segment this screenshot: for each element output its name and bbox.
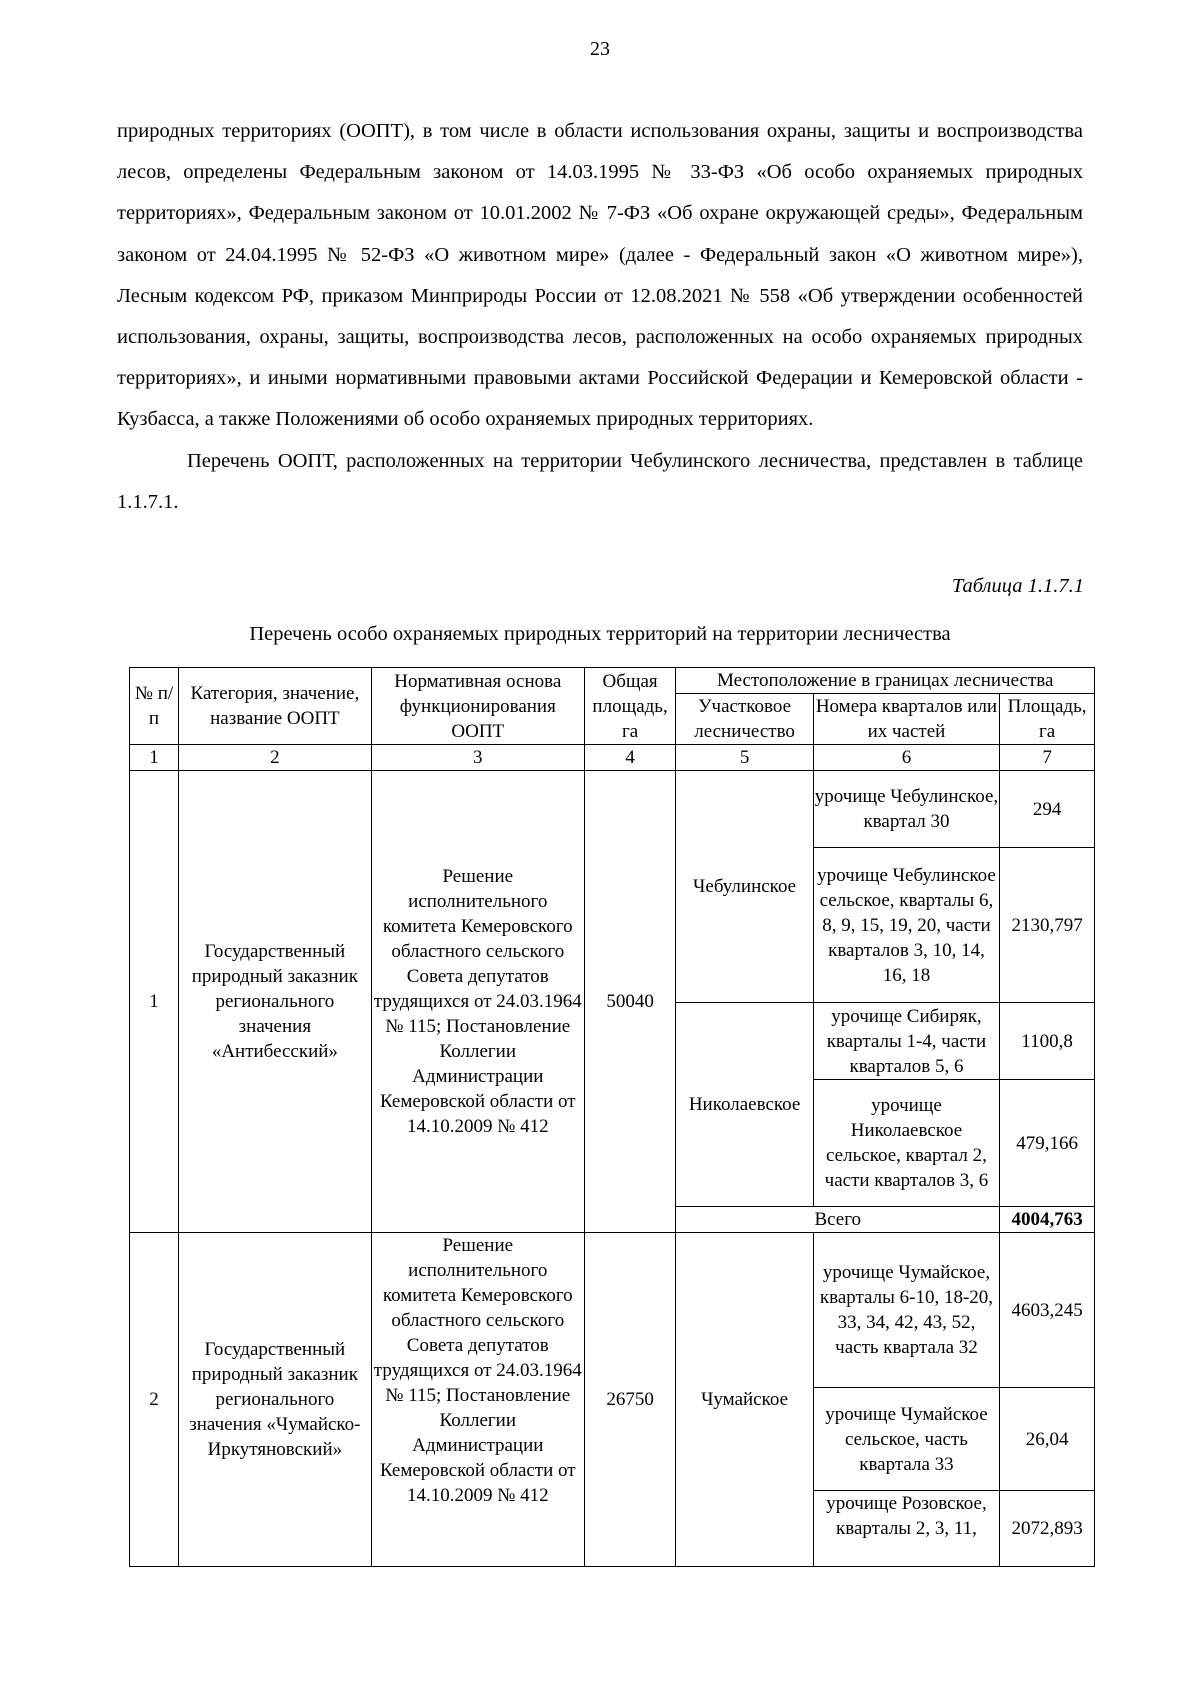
row-sub-area: 2072,893 (1000, 1491, 1095, 1567)
row-category: Государственный природный заказник регионального значения «Чумайско-Иркутяновский» (178, 1233, 371, 1567)
header-num: № п/п (130, 668, 179, 745)
table-title: Перечень особо охраняемых природных территорий на территории лесничества (249, 623, 951, 645)
header-district: Участковое лесничество (676, 694, 813, 745)
col-number: 1 (130, 745, 179, 771)
row-basis: Решение исполнительного комитета Кемеровского областного сельского Совета депутатов трудящихся от 24.03.1964 № 115; Постановление Коллегии Администрации Кемеровской области от 14.10.2009 № 412 (371, 1233, 584, 1567)
header-basis: Нормативная основа функционирования ООПТ (371, 668, 584, 745)
row-quarters: урочище Чумайское, кварталы 6-10, 18-20, 33, 34, 42, 43, 52, часть квартала 32 (813, 1233, 999, 1388)
total-value: 4004,763 (1000, 1207, 1095, 1233)
col-number: 3 (371, 745, 584, 771)
total-label: Всего (676, 1207, 1000, 1233)
row-category: Государственный природный заказник регионального значения «Антибесский» (178, 771, 371, 1233)
row-district: Чебулинское (676, 771, 813, 1003)
header-quarters: Номера кварталов или их частей (813, 694, 999, 745)
row-quarters: урочище Чумайское сельское, часть квартала 33 (813, 1388, 999, 1491)
body-text (117, 111, 1083, 523)
col-number: 2 (178, 745, 371, 771)
row-quarters: урочище Николаевское сельское, квартал 2, части кварталов 3, 6 (813, 1080, 999, 1207)
row-district: Николаевское (676, 1003, 813, 1207)
page-number: 23 (590, 38, 610, 60)
row-sub-area: 1100,8 (1000, 1003, 1095, 1080)
col-number: 6 (813, 745, 999, 771)
header-location: Местоположение в границах лесничества (676, 668, 1095, 694)
row-sub-area: 479,166 (1000, 1080, 1095, 1207)
row-num: 1 (130, 771, 179, 1233)
header-category: Категория, значение, название ООПТ (178, 668, 371, 745)
row-quarters: урочище Розовское, кварталы 2, 3, 11, (813, 1491, 999, 1567)
row-district: Чумайское (676, 1233, 813, 1567)
table-label: Таблица 1.1.7.1 (951, 575, 1084, 597)
row-sub-area: 26,04 (1000, 1388, 1095, 1491)
header-sub-area: Площадь, га (1000, 694, 1095, 745)
col-number: 7 (1000, 745, 1095, 771)
row-quarters: урочище Чебулинское сельское, кварталы 6, 8, 9, 15, 19, 20, части кварталов 3, 10, 14, 16, 18 (813, 848, 999, 1003)
row-basis: Решение исполнительного комитета Кемеровского областного сельского Совета депутатов трудящихся от 24.03.1964 № 115; Постановление Коллегии Администрации Кемеровской области от 14.10.2009 № 412 (371, 771, 584, 1233)
row-num: 2 (130, 1233, 179, 1567)
row-sub-area: 294 (1000, 771, 1095, 848)
paragraph: Перечень ООПТ, расположенных на территории Чебулинского лесничества, представлен в таблице 1.1.7.1. (117, 449, 1083, 513)
row-sub-area: 4603,245 (1000, 1233, 1095, 1388)
paragraph: природных территориях (ООПТ), в том числе в области использования охраны, защиты и воспроизводства лесов, определены Федеральным законом от 14.03.1995 № 33-ФЗ «Об особо охраняемых природных территориях», Федеральным законом от 10.01.2002 № 7-ФЗ «Об охране окружающей среды», Федеральным законом от 24.04.1995 № 52-ФЗ «О животном мире» (далее - Федеральный закон «О животном мире»), Лесным кодексом РФ, приказом Минприроды России от 12.08.2021 № 558 «Об утверждении особенностей использования, охраны, защиты, воспроизводства лесов, расположенных на особо охраняемых природных территориях», и иными нормативными правовыми актами Российской Федерации и Кемеровской области - Кузбасса, а также Положениями об особо охраняемых природных территориях. (117, 120, 1083, 431)
col-number: 4 (584, 745, 676, 771)
row-area: 50040 (584, 771, 676, 1233)
row-area: 26750 (584, 1233, 676, 1567)
header-area: Общая площадь, га (584, 668, 676, 745)
row-quarters: урочище Сибиряк, кварталы 1-4, части кварталов 5, 6 (813, 1003, 999, 1080)
oopt-table (129, 667, 1095, 1567)
row-quarters: урочище Чебулинское, квартал 30 (813, 771, 999, 848)
row-sub-area: 2130,797 (1000, 848, 1095, 1003)
col-number: 5 (676, 745, 813, 771)
